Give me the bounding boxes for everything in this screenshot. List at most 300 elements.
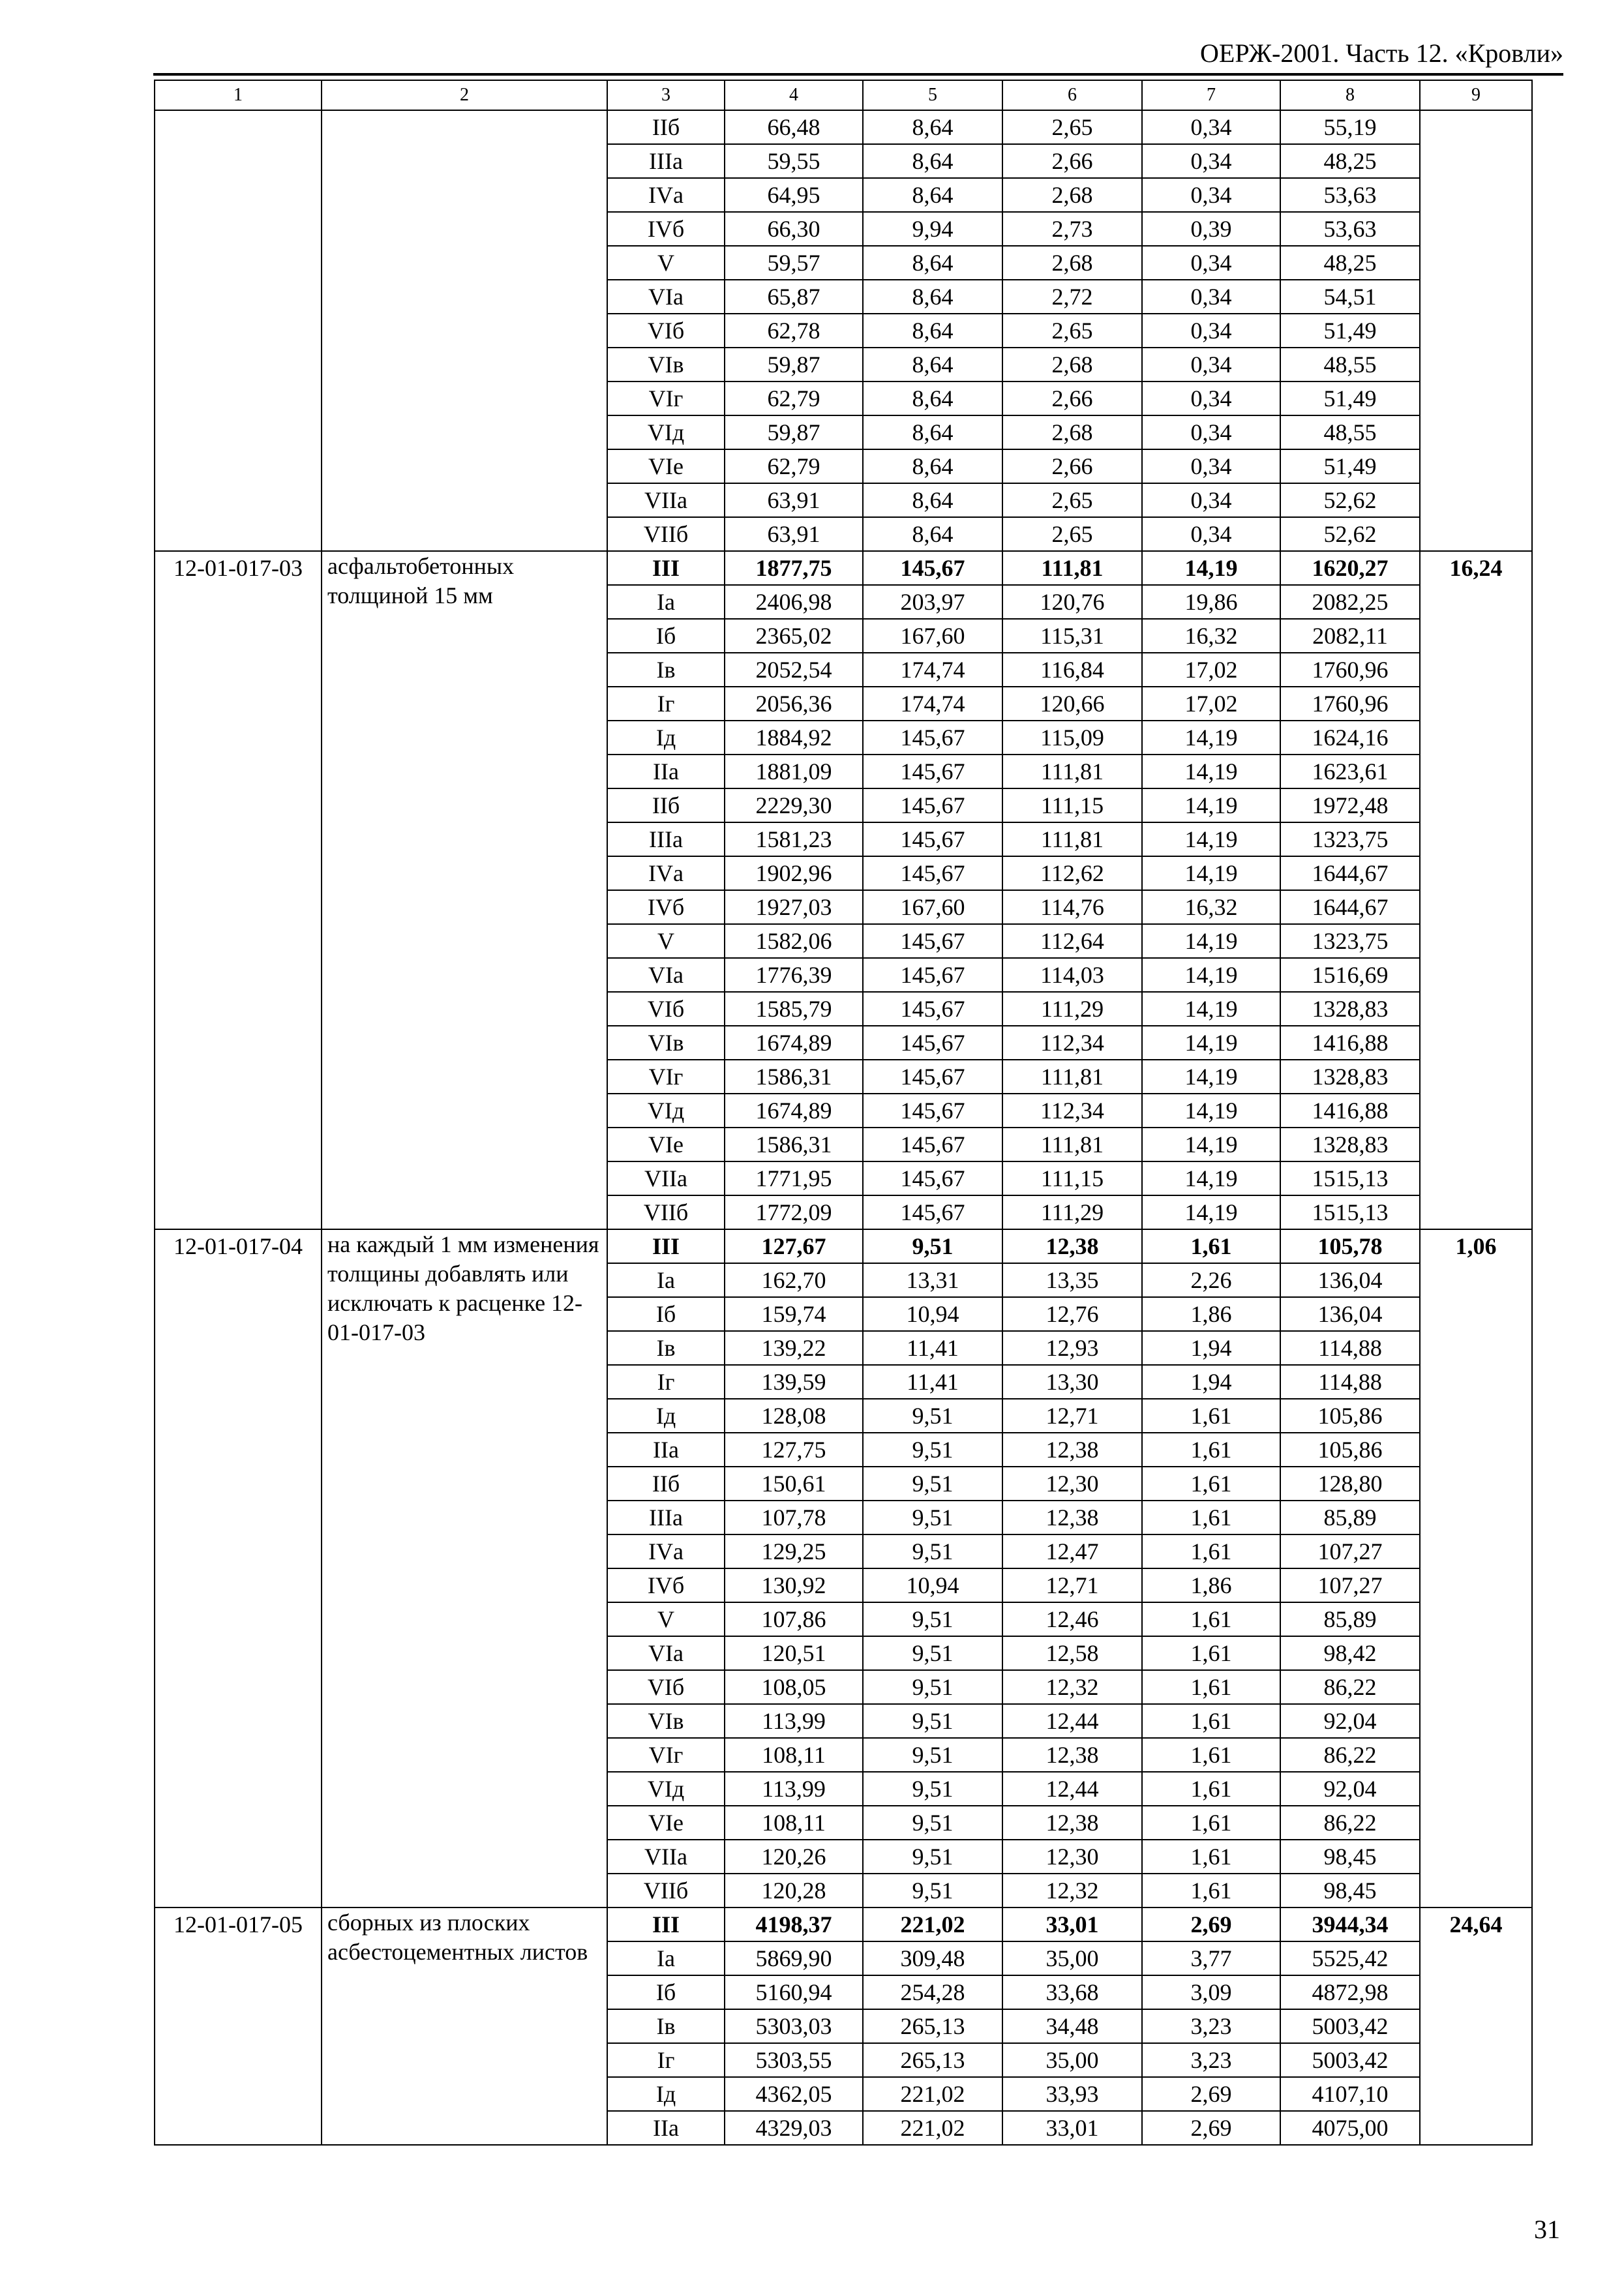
value-cell: 1,61 bbox=[1142, 1602, 1280, 1636]
value-cell: 1323,75 bbox=[1280, 822, 1420, 856]
value-cell: 5003,42 bbox=[1280, 2043, 1420, 2077]
value-cell: 221,02 bbox=[863, 2077, 1002, 2111]
value-cell: 145,67 bbox=[863, 822, 1002, 856]
value-cell: 8,64 bbox=[863, 280, 1002, 314]
value-cell: 14,19 bbox=[1142, 1128, 1280, 1161]
column-header: 2 bbox=[322, 80, 607, 110]
value-cell: 2365,02 bbox=[725, 619, 863, 653]
zone-cell: VIIа bbox=[607, 1161, 725, 1195]
value-cell: 265,13 bbox=[863, 2009, 1002, 2043]
column-header: 4 bbox=[725, 80, 863, 110]
value-cell: 63,91 bbox=[725, 517, 863, 551]
value-cell: 115,09 bbox=[1002, 721, 1142, 755]
zone-cell: IIа bbox=[607, 2111, 725, 2145]
value-cell: 51,49 bbox=[1280, 314, 1420, 348]
value-cell: 1771,95 bbox=[725, 1161, 863, 1195]
value-cell: 9,51 bbox=[863, 1534, 1002, 1568]
value-cell: 128,08 bbox=[725, 1399, 863, 1433]
table-row bbox=[155, 551, 1532, 585]
value-cell: 8,64 bbox=[863, 483, 1002, 517]
value-cell: 112,34 bbox=[1002, 1026, 1142, 1060]
value-cell: 98,45 bbox=[1280, 1840, 1420, 1874]
zone-cell: Iд bbox=[607, 2077, 725, 2111]
value-cell: 120,26 bbox=[725, 1840, 863, 1874]
value-cell: 86,22 bbox=[1280, 1738, 1420, 1772]
value-cell: 9,51 bbox=[863, 1467, 1002, 1501]
value-cell: 0,34 bbox=[1142, 382, 1280, 415]
value-cell: 14,19 bbox=[1142, 551, 1280, 585]
value-cell: 10,94 bbox=[863, 1297, 1002, 1331]
value-cell: 0,34 bbox=[1142, 110, 1280, 144]
zone-cell: IVб bbox=[607, 1568, 725, 1602]
value-cell: 120,76 bbox=[1002, 585, 1142, 619]
value-cell: 12,93 bbox=[1002, 1331, 1142, 1365]
zone-cell: VIв bbox=[607, 348, 725, 382]
value-cell: 116,84 bbox=[1002, 653, 1142, 687]
value-cell: 111,29 bbox=[1002, 992, 1142, 1026]
value-cell: 1,61 bbox=[1142, 1772, 1280, 1806]
value-cell: 16,32 bbox=[1142, 890, 1280, 924]
value-cell: 0,34 bbox=[1142, 314, 1280, 348]
table-row bbox=[155, 1908, 1532, 1941]
value-cell: 52,62 bbox=[1280, 483, 1420, 517]
zone-cell: VIе bbox=[607, 1128, 725, 1161]
zone-cell: V bbox=[607, 924, 725, 958]
value-cell: 1,61 bbox=[1142, 1501, 1280, 1534]
value-cell: 8,64 bbox=[863, 415, 1002, 449]
value-cell: 59,57 bbox=[725, 246, 863, 280]
value-cell: 4329,03 bbox=[725, 2111, 863, 2145]
value-cell: 107,86 bbox=[725, 1602, 863, 1636]
header-rule bbox=[153, 73, 1563, 76]
zone-cell: IIIа bbox=[607, 822, 725, 856]
zone-cell: Iд bbox=[607, 721, 725, 755]
value-cell: 8,64 bbox=[863, 246, 1002, 280]
value-cell: 33,01 bbox=[1002, 1908, 1142, 1941]
value-cell: 2,69 bbox=[1142, 2111, 1280, 2145]
value-cell: 2,65 bbox=[1002, 483, 1142, 517]
value-cell: 1902,96 bbox=[725, 856, 863, 890]
value-cell: 33,93 bbox=[1002, 2077, 1142, 2111]
value-cell: 114,88 bbox=[1280, 1365, 1420, 1399]
value-cell: 3,23 bbox=[1142, 2009, 1280, 2043]
value-cell: 9,51 bbox=[863, 1772, 1002, 1806]
zone-cell: IIа bbox=[607, 755, 725, 788]
value-cell: 2,66 bbox=[1002, 144, 1142, 178]
value-cell: 86,22 bbox=[1280, 1670, 1420, 1704]
zone-cell: IVа bbox=[607, 178, 725, 212]
value-cell: 111,29 bbox=[1002, 1195, 1142, 1229]
value-cell: 5525,42 bbox=[1280, 1941, 1420, 1975]
zone-cell: VIе bbox=[607, 449, 725, 483]
value-cell: 17,02 bbox=[1142, 653, 1280, 687]
value-cell: 2,68 bbox=[1002, 348, 1142, 382]
labor-cost-cell bbox=[1420, 110, 1532, 551]
value-cell: 64,95 bbox=[725, 178, 863, 212]
value-cell: 11,41 bbox=[863, 1365, 1002, 1399]
value-cell: 66,48 bbox=[725, 110, 863, 144]
column-header: 3 bbox=[607, 80, 725, 110]
value-cell: 4198,37 bbox=[725, 1908, 863, 1941]
zone-cell: IIIа bbox=[607, 1501, 725, 1534]
value-cell: 0,34 bbox=[1142, 517, 1280, 551]
value-cell: 1,61 bbox=[1142, 1229, 1280, 1263]
value-cell: 12,71 bbox=[1002, 1568, 1142, 1602]
zone-cell: Iб bbox=[607, 619, 725, 653]
value-cell: 145,67 bbox=[863, 551, 1002, 585]
zone-cell: VIб bbox=[607, 314, 725, 348]
value-cell: 9,51 bbox=[863, 1840, 1002, 1874]
value-cell: 120,28 bbox=[725, 1874, 863, 1908]
zone-cell: VIд bbox=[607, 1772, 725, 1806]
value-cell: 19,86 bbox=[1142, 585, 1280, 619]
value-cell: 12,38 bbox=[1002, 1738, 1142, 1772]
value-cell: 48,55 bbox=[1280, 415, 1420, 449]
value-cell: 1772,09 bbox=[725, 1195, 863, 1229]
value-cell: 2,66 bbox=[1002, 449, 1142, 483]
value-cell: 2,73 bbox=[1002, 212, 1142, 246]
value-cell: 33,68 bbox=[1002, 1975, 1142, 2009]
value-cell: 35,00 bbox=[1002, 2043, 1142, 2077]
value-cell: 115,31 bbox=[1002, 619, 1142, 653]
value-cell: 105,86 bbox=[1280, 1399, 1420, 1433]
value-cell: 2,65 bbox=[1002, 517, 1142, 551]
value-cell: 12,30 bbox=[1002, 1840, 1142, 1874]
value-cell: 145,67 bbox=[863, 1128, 1002, 1161]
rate-code bbox=[155, 110, 322, 551]
zone-cell: III bbox=[607, 551, 725, 585]
value-cell: 14,19 bbox=[1142, 1161, 1280, 1195]
value-cell: 1,86 bbox=[1142, 1297, 1280, 1331]
value-cell: 112,34 bbox=[1002, 1094, 1142, 1128]
value-cell: 108,11 bbox=[725, 1806, 863, 1840]
value-cell: 92,04 bbox=[1280, 1772, 1420, 1806]
zone-cell: IIб bbox=[607, 788, 725, 822]
value-cell: 0,34 bbox=[1142, 280, 1280, 314]
table-body bbox=[155, 110, 1532, 2145]
page-header: ОЕРЖ-2001. Часть 12. «Кровли» bbox=[1200, 38, 1563, 68]
value-cell: 1881,09 bbox=[725, 755, 863, 788]
value-cell: 1515,13 bbox=[1280, 1161, 1420, 1195]
value-cell: 2,65 bbox=[1002, 314, 1142, 348]
value-cell: 34,48 bbox=[1002, 2009, 1142, 2043]
value-cell: 120,66 bbox=[1002, 687, 1142, 721]
value-cell: 1,61 bbox=[1142, 1670, 1280, 1704]
value-cell: 98,42 bbox=[1280, 1636, 1420, 1670]
value-cell: 62,79 bbox=[725, 449, 863, 483]
value-cell: 14,19 bbox=[1142, 958, 1280, 992]
value-cell: 14,19 bbox=[1142, 1094, 1280, 1128]
zone-cell: VIб bbox=[607, 992, 725, 1026]
rate-description: асфальтобетонных толщиной 15 мм bbox=[322, 551, 607, 1229]
value-cell: 1877,75 bbox=[725, 551, 863, 585]
value-cell: 136,04 bbox=[1280, 1263, 1420, 1297]
value-cell: 111,81 bbox=[1002, 755, 1142, 788]
value-cell: 145,67 bbox=[863, 856, 1002, 890]
rate-description bbox=[322, 110, 607, 551]
value-cell: 14,19 bbox=[1142, 755, 1280, 788]
value-cell: 1328,83 bbox=[1280, 992, 1420, 1026]
value-cell: 59,87 bbox=[725, 415, 863, 449]
value-cell: 145,67 bbox=[863, 1195, 1002, 1229]
value-cell: 13,31 bbox=[863, 1263, 1002, 1297]
value-cell: 1,61 bbox=[1142, 1840, 1280, 1874]
value-cell: 107,27 bbox=[1280, 1568, 1420, 1602]
value-cell: 203,97 bbox=[863, 585, 1002, 619]
rates-table bbox=[154, 80, 1533, 2146]
value-cell: 54,51 bbox=[1280, 280, 1420, 314]
value-cell: 145,67 bbox=[863, 1026, 1002, 1060]
value-cell: 2082,11 bbox=[1280, 619, 1420, 653]
value-cell: 2,26 bbox=[1142, 1263, 1280, 1297]
value-cell: 1,94 bbox=[1142, 1331, 1280, 1365]
value-cell: 59,87 bbox=[725, 348, 863, 382]
zone-cell: VIв bbox=[607, 1704, 725, 1738]
value-cell: 145,67 bbox=[863, 1161, 1002, 1195]
zone-cell: VIIа bbox=[607, 483, 725, 517]
value-cell: 127,67 bbox=[725, 1229, 863, 1263]
value-cell: 14,19 bbox=[1142, 856, 1280, 890]
value-cell: 127,75 bbox=[725, 1433, 863, 1467]
value-cell: 1586,31 bbox=[725, 1060, 863, 1094]
value-cell: 14,19 bbox=[1142, 924, 1280, 958]
value-cell: 3,09 bbox=[1142, 1975, 1280, 2009]
value-cell: 107,27 bbox=[1280, 1534, 1420, 1568]
zone-cell: VIг bbox=[607, 382, 725, 415]
value-cell: 14,19 bbox=[1142, 1195, 1280, 1229]
value-cell: 0,34 bbox=[1142, 483, 1280, 517]
value-cell: 14,19 bbox=[1142, 1060, 1280, 1094]
zone-cell: VIе bbox=[607, 1806, 725, 1840]
value-cell: 139,59 bbox=[725, 1365, 863, 1399]
value-cell: 167,60 bbox=[863, 619, 1002, 653]
value-cell: 14,19 bbox=[1142, 721, 1280, 755]
zone-cell: Iб bbox=[607, 1297, 725, 1331]
value-cell: 12,47 bbox=[1002, 1534, 1142, 1568]
value-cell: 0,39 bbox=[1142, 212, 1280, 246]
value-cell: 9,51 bbox=[863, 1602, 1002, 1636]
value-cell: 1776,39 bbox=[725, 958, 863, 992]
value-cell: 1674,89 bbox=[725, 1026, 863, 1060]
value-cell: 1328,83 bbox=[1280, 1128, 1420, 1161]
value-cell: 1,61 bbox=[1142, 1874, 1280, 1908]
zone-cell: Iг bbox=[607, 2043, 725, 2077]
value-cell: 107,78 bbox=[725, 1501, 863, 1534]
value-cell: 145,67 bbox=[863, 755, 1002, 788]
value-cell: 111,81 bbox=[1002, 1060, 1142, 1094]
value-cell: 120,51 bbox=[725, 1636, 863, 1670]
rate-description: сборных из плоских асбестоцементных листов bbox=[322, 1908, 607, 2145]
value-cell: 14,19 bbox=[1142, 788, 1280, 822]
value-cell: 130,92 bbox=[725, 1568, 863, 1602]
zone-cell: Iа bbox=[607, 1263, 725, 1297]
value-cell: 59,55 bbox=[725, 144, 863, 178]
value-cell: 33,01 bbox=[1002, 2111, 1142, 2145]
value-cell: 113,99 bbox=[725, 1772, 863, 1806]
value-cell: 112,64 bbox=[1002, 924, 1142, 958]
value-cell: 1582,06 bbox=[725, 924, 863, 958]
value-cell: 3,77 bbox=[1142, 1941, 1280, 1975]
value-cell: 0,34 bbox=[1142, 449, 1280, 483]
zone-cell: IVб bbox=[607, 212, 725, 246]
rates-table-container bbox=[154, 80, 1531, 2146]
value-cell: 12,38 bbox=[1002, 1806, 1142, 1840]
zone-cell: VIIб bbox=[607, 1195, 725, 1229]
value-cell: 51,49 bbox=[1280, 382, 1420, 415]
value-cell: 62,79 bbox=[725, 382, 863, 415]
value-cell: 9,51 bbox=[863, 1636, 1002, 1670]
column-header: 7 bbox=[1142, 80, 1280, 110]
value-cell: 111,15 bbox=[1002, 1161, 1142, 1195]
value-cell: 8,64 bbox=[863, 110, 1002, 144]
value-cell: 5003,42 bbox=[1280, 2009, 1420, 2043]
value-cell: 8,64 bbox=[863, 382, 1002, 415]
value-cell: 92,04 bbox=[1280, 1704, 1420, 1738]
value-cell: 11,41 bbox=[863, 1331, 1002, 1365]
value-cell: 13,30 bbox=[1002, 1365, 1142, 1399]
zone-cell: VIIб bbox=[607, 1874, 725, 1908]
rate-code: 12-01-017-04 bbox=[155, 1229, 322, 1908]
value-cell: 12,44 bbox=[1002, 1772, 1142, 1806]
value-cell: 9,51 bbox=[863, 1738, 1002, 1772]
value-cell: 0,34 bbox=[1142, 246, 1280, 280]
value-cell: 2229,30 bbox=[725, 788, 863, 822]
value-cell: 162,70 bbox=[725, 1263, 863, 1297]
zone-cell: IVа bbox=[607, 1534, 725, 1568]
value-cell: 9,51 bbox=[863, 1806, 1002, 1840]
value-cell: 65,87 bbox=[725, 280, 863, 314]
value-cell: 16,32 bbox=[1142, 619, 1280, 653]
value-cell: 9,51 bbox=[863, 1433, 1002, 1467]
zone-cell: Iв bbox=[607, 653, 725, 687]
value-cell: 12,44 bbox=[1002, 1704, 1142, 1738]
value-cell: 4075,00 bbox=[1280, 2111, 1420, 2145]
value-cell: 114,76 bbox=[1002, 890, 1142, 924]
value-cell: 9,51 bbox=[863, 1874, 1002, 1908]
zone-cell: Iа bbox=[607, 585, 725, 619]
value-cell: 3,23 bbox=[1142, 2043, 1280, 2077]
value-cell: 2,69 bbox=[1142, 1908, 1280, 1941]
value-cell: 265,13 bbox=[863, 2043, 1002, 2077]
value-cell: 9,94 bbox=[863, 212, 1002, 246]
value-cell: 1674,89 bbox=[725, 1094, 863, 1128]
value-cell: 111,81 bbox=[1002, 1128, 1142, 1161]
column-header: 9 bbox=[1420, 80, 1532, 110]
value-cell: 1927,03 bbox=[725, 890, 863, 924]
value-cell: 8,64 bbox=[863, 178, 1002, 212]
zone-cell: VIа bbox=[607, 280, 725, 314]
value-cell: 0,34 bbox=[1142, 178, 1280, 212]
zone-cell: VIа bbox=[607, 1636, 725, 1670]
value-cell: 150,61 bbox=[725, 1467, 863, 1501]
zone-cell: VIв bbox=[607, 1026, 725, 1060]
value-cell: 2,66 bbox=[1002, 382, 1142, 415]
value-cell: 1416,88 bbox=[1280, 1094, 1420, 1128]
page-number: 31 bbox=[1534, 2215, 1560, 2244]
value-cell: 48,55 bbox=[1280, 348, 1420, 382]
value-cell: 1586,31 bbox=[725, 1128, 863, 1161]
value-cell: 4362,05 bbox=[725, 2077, 863, 2111]
value-cell: 105,86 bbox=[1280, 1433, 1420, 1467]
value-cell: 85,89 bbox=[1280, 1602, 1420, 1636]
value-cell: 145,67 bbox=[863, 1060, 1002, 1094]
column-number-row bbox=[155, 80, 1532, 110]
value-cell: 52,62 bbox=[1280, 517, 1420, 551]
value-cell: 2,69 bbox=[1142, 2077, 1280, 2111]
rate-description: на каждый 1 мм изменения толщины добавлять или исключать к расценке 12-01-017-03 bbox=[322, 1229, 607, 1908]
value-cell: 12,46 bbox=[1002, 1602, 1142, 1636]
value-cell: 1644,67 bbox=[1280, 890, 1420, 924]
value-cell: 8,64 bbox=[863, 348, 1002, 382]
value-cell: 12,32 bbox=[1002, 1670, 1142, 1704]
value-cell: 1884,92 bbox=[725, 721, 863, 755]
value-cell: 2406,98 bbox=[725, 585, 863, 619]
zone-cell: III bbox=[607, 1908, 725, 1941]
value-cell: 1623,61 bbox=[1280, 755, 1420, 788]
value-cell: 55,19 bbox=[1280, 110, 1420, 144]
value-cell: 8,64 bbox=[863, 449, 1002, 483]
rate-code: 12-01-017-05 bbox=[155, 1908, 322, 2145]
table-row bbox=[155, 110, 1532, 144]
value-cell: 1760,96 bbox=[1280, 687, 1420, 721]
value-cell: 4107,10 bbox=[1280, 2077, 1420, 2111]
value-cell: 111,81 bbox=[1002, 822, 1142, 856]
labor-cost-cell: 16,24 bbox=[1420, 551, 1532, 1229]
value-cell: 1,61 bbox=[1142, 1704, 1280, 1738]
zone-cell: VIIа bbox=[607, 1840, 725, 1874]
value-cell: 1516,69 bbox=[1280, 958, 1420, 992]
zone-cell: Iа bbox=[607, 1941, 725, 1975]
value-cell: 136,04 bbox=[1280, 1297, 1420, 1331]
zone-cell: V bbox=[607, 1602, 725, 1636]
zone-cell: Iг bbox=[607, 687, 725, 721]
value-cell: 1624,16 bbox=[1280, 721, 1420, 755]
value-cell: 85,89 bbox=[1280, 1501, 1420, 1534]
zone-cell: VIб bbox=[607, 1670, 725, 1704]
value-cell: 8,64 bbox=[863, 517, 1002, 551]
value-cell: 9,51 bbox=[863, 1670, 1002, 1704]
value-cell: 159,74 bbox=[725, 1297, 863, 1331]
value-cell: 1416,88 bbox=[1280, 1026, 1420, 1060]
labor-cost-cell: 1,06 bbox=[1420, 1229, 1532, 1908]
value-cell: 62,78 bbox=[725, 314, 863, 348]
value-cell: 51,49 bbox=[1280, 449, 1420, 483]
value-cell: 86,22 bbox=[1280, 1806, 1420, 1840]
value-cell: 167,60 bbox=[863, 890, 1002, 924]
value-cell: 2,65 bbox=[1002, 110, 1142, 144]
value-cell: 174,74 bbox=[863, 687, 1002, 721]
value-cell: 1,94 bbox=[1142, 1365, 1280, 1399]
value-cell: 8,64 bbox=[863, 144, 1002, 178]
zone-cell: V bbox=[607, 246, 725, 280]
value-cell: 112,62 bbox=[1002, 856, 1142, 890]
value-cell: 1585,79 bbox=[725, 992, 863, 1026]
value-cell: 5160,94 bbox=[725, 1975, 863, 2009]
value-cell: 145,67 bbox=[863, 1094, 1002, 1128]
value-cell: 145,67 bbox=[863, 958, 1002, 992]
column-header: 5 bbox=[863, 80, 1002, 110]
zone-cell: IIIа bbox=[607, 144, 725, 178]
value-cell: 1,61 bbox=[1142, 1399, 1280, 1433]
value-cell: 8,64 bbox=[863, 314, 1002, 348]
value-cell: 221,02 bbox=[863, 2111, 1002, 2145]
table-row bbox=[155, 1229, 1532, 1263]
value-cell: 1323,75 bbox=[1280, 924, 1420, 958]
value-cell: 2,68 bbox=[1002, 178, 1142, 212]
value-cell: 1620,27 bbox=[1280, 551, 1420, 585]
value-cell: 1581,23 bbox=[725, 822, 863, 856]
value-cell: 1,61 bbox=[1142, 1738, 1280, 1772]
